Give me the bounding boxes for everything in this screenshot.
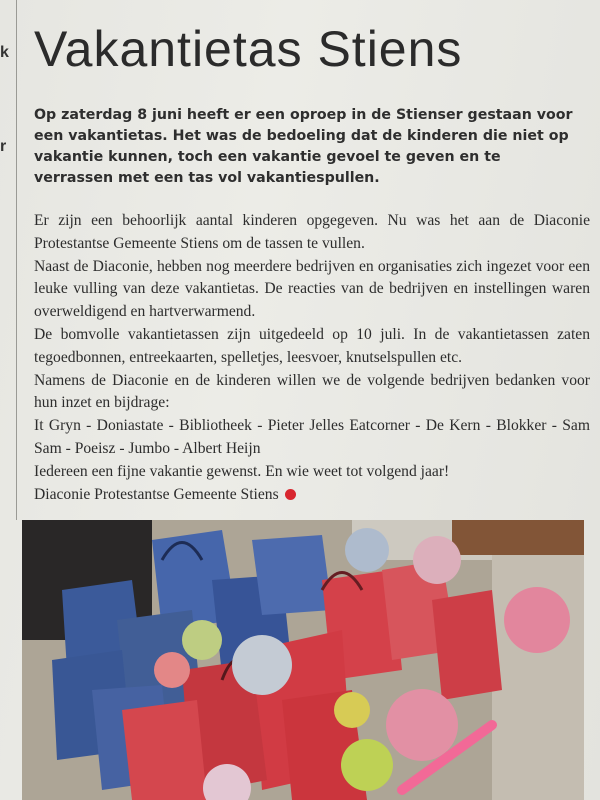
paragraph-closing: Iedereen een fijne vakantie gewenst. En wie weet tot volgend jaar! (34, 462, 450, 480)
end-of-article-bullet (285, 489, 296, 500)
previous-column-edge (0, 0, 17, 520)
signature-text: Diaconie Protestantse Gemeente Stiens (34, 485, 279, 503)
article-photo (22, 520, 584, 800)
column-fragment-2: r (0, 138, 7, 155)
article-body (34, 210, 590, 506)
paragraph-4: Namens de Diaconie en de kinderen willen we de volgende bedrijven bedanken voor hun inzet en bijdrage: (34, 371, 590, 412)
sponsor-list: It Gryn - Doniastate - Bibliotheek - Pieter Jelles Eatcorner - De Kern - Blokker - Sam Sam - Poeisz - Jumbo - Albert Heijn (34, 417, 590, 457)
photo-bags-and-balls (22, 520, 584, 800)
paragraph-3: De bomvolle vakantietassen zijn uitgedeeld op 10 juli. In de vakantietassen zaten tegoedbonnen, entreekaarten, spelletjes, leesvoer, knutselspullen etc. (34, 325, 590, 366)
column-fragment-1: k (0, 44, 9, 61)
signature-line (34, 484, 590, 507)
article-lead: Op zaterdag 8 juni heeft er een oproep in de Stienser gestaan voor een vakantietas. Het was de bedoeling dat de kinderen die niet op vakantie kunnen, toch een vakantie gevoel te geven en te verrassen met een tas vol vakantiespullen. (34, 107, 573, 186)
article-title: Vakantietas Stiens (34, 21, 463, 77)
paragraph-2: Naast de Diaconie, hebben nog meerdere bedrijven en organisaties zich ingezet voor een leuke vulling van deze vakantietas. De reacties van de bedrijven en instellingen waren overweldigend en hartverwarmend. (34, 257, 590, 321)
paragraph-1: Er zijn een behoorlijk aantal kinderen opgegeven. Nu was het aan de Diaconie Protestantse Gemeente Stiens om de tassen te vullen. (34, 212, 590, 252)
